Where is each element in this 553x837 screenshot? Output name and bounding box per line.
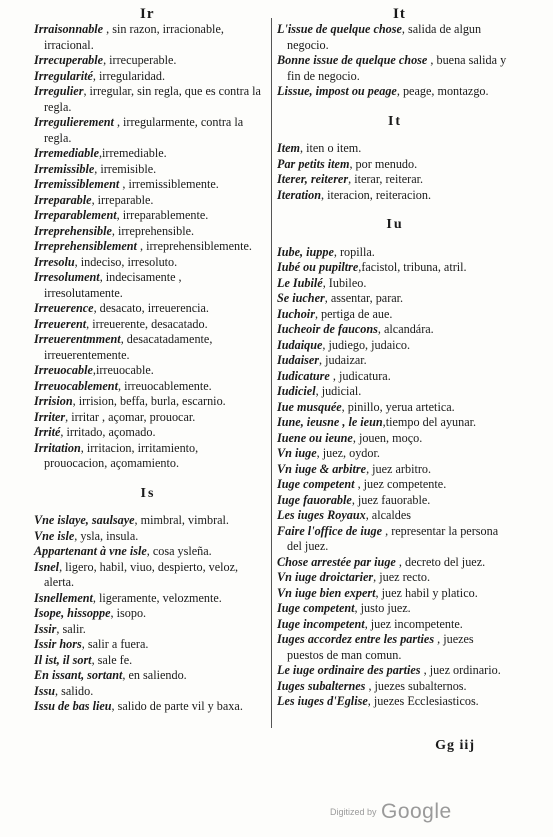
entry-headword: Il ist, il sort <box>34 652 92 667</box>
dictionary-entry <box>34 637 262 653</box>
entry-translation: juezes subalternos. <box>374 678 467 693</box>
entry-translation: representar la persona del juez. <box>287 523 499 553</box>
entry-translation: irregularidad. <box>99 68 165 83</box>
entry-translation: jouen, moço. <box>358 430 423 445</box>
entry-translation: alcaldes <box>371 508 412 522</box>
entry-translation: Iubileo. <box>328 275 367 290</box>
entry-headword: Vn iuge droictarier <box>277 570 374 584</box>
entry-translation: irremediable. <box>102 146 167 160</box>
entry-separator: , <box>365 508 372 522</box>
dictionary-entry <box>277 141 513 157</box>
entry-headword: Irrision <box>34 394 73 408</box>
entry-translation: irreuocablemente. <box>124 378 212 393</box>
digitized-watermark <box>330 800 452 824</box>
section-heading-iu: Iu <box>386 217 404 232</box>
dictionary-entry <box>277 172 513 188</box>
entry-headword: Iteration <box>277 187 322 202</box>
section-heading-it: It <box>387 113 403 129</box>
entry-separator: , <box>65 409 72 424</box>
entry-separator: , <box>382 415 386 429</box>
entry-headword: Irreuerence <box>34 301 94 315</box>
entry-separator: , <box>427 53 437 67</box>
entry-separator: , <box>382 523 392 538</box>
dictionary-entry <box>277 245 513 261</box>
entry-headword: Iube, iuppe <box>277 244 334 259</box>
entry-separator: , <box>120 332 127 346</box>
entry-separator: , <box>136 239 147 253</box>
dictionary-entry <box>34 332 262 363</box>
dictionary-entry <box>34 544 262 560</box>
entry-translation: facistol, tribuna, atril. <box>361 260 467 274</box>
entry-headword: Vn iuge bien expert <box>277 585 376 600</box>
entry-translation: judiego, judaico. <box>328 337 411 352</box>
entry-headword: Irreuerentmment <box>34 332 121 346</box>
entry-separator: , <box>146 544 153 558</box>
dictionary-entry <box>34 513 262 529</box>
entry-headword: Issir hors <box>34 637 82 651</box>
dictionary-entry <box>34 224 262 240</box>
dictionary-entry <box>34 394 262 410</box>
entry-translation: sin razon, irracionable, irracional. <box>44 22 224 52</box>
entry-translation: mimbral, vimbral. <box>140 513 229 527</box>
dictionary-entry <box>34 699 262 715</box>
entry-headword: Irreuerent <box>34 316 87 331</box>
entry-separator: , <box>396 84 403 98</box>
entry-separator: , <box>354 477 364 491</box>
entry-separator: , <box>81 637 88 651</box>
dictionary-entry <box>34 301 262 317</box>
entry-separator: , <box>59 559 66 574</box>
entry-translation: juez fauorable. <box>357 492 431 507</box>
entry-separator: , <box>86 316 93 331</box>
dictionary-entry <box>277 415 513 431</box>
entry-separator: , <box>367 694 374 708</box>
entry-translation: juez incompetente. <box>370 616 463 631</box>
entry-separator: , <box>83 84 90 98</box>
entry-translation: irreprehensiblemente. <box>146 239 252 253</box>
entry-translation: en saliendo. <box>128 668 187 682</box>
entry-translation: peage, montazgo. <box>402 84 489 98</box>
dictionary-entry <box>34 363 262 379</box>
entry-headword: Vne isle <box>34 528 75 543</box>
entry-headword: Iuge incompetent <box>277 616 365 631</box>
entry-headword: Iuges subalternes <box>277 678 366 693</box>
entry-translation: juez ordinario. <box>429 663 501 677</box>
entry-separator: , <box>401 22 409 36</box>
entry-separator: , <box>348 172 355 186</box>
dictionary-entry <box>277 322 513 338</box>
entry-separator: , <box>395 554 405 569</box>
entry-separator: , <box>316 446 323 460</box>
entry-separator: , <box>113 115 124 129</box>
entry-headword: Item <box>277 141 301 155</box>
dictionary-entry <box>277 384 513 400</box>
entry-translation: salir a fuera. <box>87 637 149 651</box>
entry-separator: , <box>56 621 63 636</box>
entry-separator: , <box>55 683 62 698</box>
entry-headword: Irrité <box>34 425 61 439</box>
entry-separator: , <box>434 632 444 646</box>
entry-separator: , <box>358 260 362 274</box>
entry-headword: Iterer, reiterer <box>277 172 349 186</box>
entry-translation: juez habil y platico. <box>381 585 478 600</box>
entry-headword: Faire l'office de iuge <box>277 523 383 538</box>
column-divider <box>271 18 272 728</box>
entry-headword: Iudiciel <box>277 384 316 398</box>
dictionary-entry <box>34 255 262 271</box>
entry-separator: , <box>119 177 129 191</box>
entry-headword: Irritation <box>34 440 81 455</box>
dictionary-entry <box>34 684 262 700</box>
dictionary-entry <box>277 369 513 385</box>
entry-translation: judaizar. <box>325 353 367 367</box>
dictionary-entry <box>277 477 513 493</box>
entry-separator: , <box>300 141 307 155</box>
dictionary-entry <box>277 632 513 663</box>
dictionary-entry <box>277 353 513 369</box>
entry-headword: Irregulierement <box>34 115 114 129</box>
entry-separator: , <box>60 425 67 439</box>
entry-headword: Vn iuge <box>277 446 317 460</box>
entry-headword: Isope, hissoppe <box>34 606 111 620</box>
entry-headword: Irreparablement <box>34 208 117 222</box>
entry-translation: salir. <box>62 621 86 636</box>
entry-headword: Irremissible <box>34 161 95 176</box>
dictionary-entry <box>277 260 513 276</box>
entry-separator: , <box>110 606 117 620</box>
entry-separator: , <box>74 254 81 269</box>
dictionary-entry <box>34 591 262 607</box>
entry-headword: Iuchoir <box>277 306 315 321</box>
right-entries <box>277 22 513 100</box>
entry-separator: , <box>321 187 328 202</box>
entry-headword: Issir <box>34 621 57 636</box>
entry-translation: tiempo del ayunar. <box>385 415 477 429</box>
dictionary-entry <box>277 694 513 710</box>
section-heading-is: Is <box>140 485 156 501</box>
entry-headword: Iue musquée <box>277 399 342 414</box>
entry-translation: judicial. <box>321 384 362 398</box>
entry-translation: buena salida y fin de negocio. <box>287 53 507 83</box>
entry-separator: , <box>116 208 123 222</box>
entry-separator: , <box>92 590 100 605</box>
dictionary-entry <box>277 462 513 478</box>
dictionary-entry <box>277 446 513 462</box>
entry-headword: Iudaiser <box>277 353 319 367</box>
entry-separator: , <box>92 68 100 83</box>
entry-headword: Irremissiblement <box>34 177 120 191</box>
dictionary-entry <box>277 157 513 173</box>
entry-headword: Irregulier <box>34 84 84 98</box>
entry-separator: , <box>111 223 118 238</box>
entry-translation: iteracion, reiteracion. <box>327 187 431 202</box>
entry-separator: , <box>354 601 361 615</box>
entry-translation: irritar , açomar, prouocar. <box>71 409 196 424</box>
entry-headword: Les iuges Royaux <box>277 508 366 522</box>
entry-translation: juez competente. <box>363 477 447 491</box>
dictionary-entry <box>277 586 513 602</box>
left-entries <box>34 22 262 472</box>
entry-headword: Iuge competent <box>277 601 355 615</box>
entry-headword: Irrecuperable <box>34 53 104 67</box>
entry-separator: , <box>314 306 322 321</box>
entry-translation: iten o item. <box>306 141 362 155</box>
dictionary-entry <box>34 69 262 85</box>
dictionary-entry <box>277 508 513 524</box>
entry-separator: , <box>322 337 329 352</box>
entry-headword: Isnellement <box>34 590 93 605</box>
google-logo: Google <box>380 800 452 823</box>
dictionary-entry <box>277 601 513 617</box>
entry-headword: Issu de bas lieu <box>34 699 112 713</box>
entry-headword: Irraisonnable <box>34 22 104 36</box>
entry-translation: juez recto. <box>379 570 430 584</box>
entry-separator: , <box>322 275 329 290</box>
entry-translation: irrision, beffa, burla, escarnio. <box>78 394 226 408</box>
dictionary-entry <box>34 317 262 333</box>
dictionary-entry <box>34 162 262 178</box>
entry-headword: Iune, ieusne , le ieun <box>277 415 383 429</box>
dictionary-entry <box>34 529 262 545</box>
running-head-left: Ir <box>140 6 155 22</box>
entry-translation: irreuerente, desacatado. <box>92 316 208 331</box>
entry-headword: Par petits item <box>277 156 350 171</box>
entry-translation: irritacion, irritamiento, prouocacion, açomamiento. <box>44 440 199 470</box>
entry-headword: Iuge competent <box>277 477 355 491</box>
entry-translation: alcandára. <box>384 322 434 336</box>
dictionary-entry <box>34 560 262 591</box>
entry-separator: , <box>111 699 118 713</box>
entry-separator: , <box>74 528 81 543</box>
dictionary-entry <box>277 291 513 307</box>
entry-separator: , <box>91 192 98 207</box>
dictionary-entry <box>34 115 262 146</box>
entry-translation: ligeramente, velozmente. <box>99 590 222 605</box>
entry-headword: Chose arrestée par iuge <box>277 554 396 569</box>
dictionary-entry <box>277 663 513 679</box>
entry-headword: Iuge fauorable <box>277 492 352 507</box>
entry-separator: , <box>72 394 79 408</box>
entry-translation: decreto del juez. <box>404 554 486 569</box>
dictionary-entry <box>34 193 262 209</box>
entry-separator: , <box>122 668 129 682</box>
entry-headword: Irresolument <box>34 270 100 284</box>
entry-translation: cosa ysleña. <box>152 544 212 558</box>
entry-headword: Appartenant à vne isle <box>34 544 147 558</box>
left-entries-2 <box>34 513 262 715</box>
running-head-right: It <box>393 6 406 22</box>
entry-headword: Irreparable <box>34 192 92 207</box>
entry-headword: Irremediable <box>34 146 99 160</box>
entry-translation: irreprehensible. <box>117 223 195 238</box>
entry-headword: Iuges accordez entre les parties <box>277 632 435 646</box>
entry-translation: irrecuperable. <box>109 53 177 67</box>
right-entries-3 <box>277 245 513 710</box>
entry-separator: , <box>341 399 348 414</box>
entry-separator: , <box>80 440 87 455</box>
entry-translation: juezes puestos de man comun. <box>287 632 474 662</box>
right-column <box>277 22 513 710</box>
entry-separator: , <box>364 616 371 631</box>
entry-separator: , <box>375 585 382 600</box>
entry-separator: , <box>103 53 110 67</box>
dictionary-entry <box>277 524 513 555</box>
entry-separator: , <box>333 244 340 259</box>
entry-translation: por menudo. <box>355 156 418 171</box>
entry-headword: Le Iubilé <box>277 275 323 290</box>
entry-separator: , <box>117 378 125 393</box>
entry-translation: iterar, reiterar. <box>354 172 424 186</box>
signature-mark: Gg iij <box>435 738 475 753</box>
entry-headword: Irreuocable <box>34 363 93 377</box>
dictionary-entry <box>34 441 262 472</box>
entry-headword: Se iucher <box>277 291 325 305</box>
dictionary-entry <box>277 276 513 292</box>
entry-translation: justo juez. <box>360 601 411 615</box>
entry-translation: irregular, sin regla, que es contra la regla. <box>44 84 261 114</box>
dictionary-entry <box>34 177 262 193</box>
dictionary-entry <box>34 22 262 53</box>
entry-headword: Irreprehensible <box>34 223 112 238</box>
entry-translation: salida de algun negocio. <box>287 22 482 52</box>
entry-headword: Les iuges d'Eglise <box>277 694 368 708</box>
dictionary-entry <box>34 653 262 669</box>
entry-translation: irritado, açomado. <box>66 425 156 439</box>
entry-separator: , <box>329 368 339 383</box>
entry-headword: Irresolu <box>34 254 75 269</box>
entry-translation: ropilla. <box>339 244 375 259</box>
dictionary-entry <box>34 379 262 395</box>
entry-translation: pertiga de aue. <box>321 306 393 321</box>
dictionary-entry <box>277 679 513 695</box>
entry-separator: , <box>420 663 430 677</box>
dictionary-entry <box>277 555 513 571</box>
entry-translation: desacato, irreuerencia. <box>99 301 209 315</box>
entry-separator: , <box>366 461 373 476</box>
entry-separator: , <box>134 513 141 527</box>
entry-headword: Irreprehensiblement <box>34 239 137 253</box>
dictionary-entry <box>277 53 513 84</box>
entry-translation: ligero, habil, viuo, despierto, veloz, alerta. <box>44 559 239 589</box>
entry-translation: irreuocable. <box>95 363 154 377</box>
dictionary-entry <box>277 400 513 416</box>
entry-separator: , <box>324 291 331 305</box>
entry-headword: Iubé ou pupiltre <box>277 260 359 274</box>
entry-headword: Bonne issue de quelque chose <box>277 53 428 67</box>
dictionary-entry <box>277 188 513 204</box>
entry-headword: Irriter <box>34 409 66 424</box>
right-entries-2 <box>277 141 513 203</box>
entry-translation: irremisible. <box>100 161 157 176</box>
entry-translation: pinillo, yerua artetica. <box>347 399 455 414</box>
entry-translation: sale fe. <box>97 652 133 667</box>
digitized-label: Digitized by <box>330 807 377 817</box>
dictionary-entry <box>34 146 262 162</box>
dictionary-entry <box>277 307 513 323</box>
entry-headword: Le iuge ordinaire des parties <box>277 663 421 677</box>
entry-separator: , <box>373 570 380 584</box>
entry-translation: isopo. <box>116 606 147 620</box>
entry-headword: Lissue, impost ou peage <box>277 84 397 98</box>
entry-separator: , <box>365 678 375 693</box>
entry-separator: , <box>103 22 113 36</box>
entry-translation: irreparable. <box>97 192 154 207</box>
entry-translation: desacatadamente, irreuerentemente. <box>44 332 213 362</box>
dictionary-entry <box>277 431 513 447</box>
entry-translation: indeciso, irresoluto. <box>80 254 178 269</box>
dictionary-entry <box>277 84 513 100</box>
dictionary-entry <box>34 53 262 69</box>
entry-headword: Isnel <box>34 559 60 574</box>
dictionary-entry <box>34 668 262 684</box>
entry-separator: , <box>93 301 100 315</box>
dictionary-entry <box>34 208 262 224</box>
entry-separator: , <box>315 384 322 398</box>
dictionary-entry <box>277 493 513 509</box>
dictionary-entry <box>277 570 513 586</box>
entry-separator: , <box>319 353 326 367</box>
entry-separator: , <box>377 322 384 336</box>
entry-headword: Iucheoir de faucons <box>277 322 378 336</box>
entry-translation: indecisamente , irresolutamente. <box>44 270 182 300</box>
dictionary-entry <box>34 425 262 441</box>
entry-separator: , <box>99 270 106 284</box>
left-column <box>34 22 262 715</box>
entry-headword: Iuene ou ieune <box>277 430 353 445</box>
dictionary-entry <box>34 84 262 115</box>
entry-separator: , <box>92 363 96 377</box>
entry-translation: juezes Ecclesiasticos. <box>373 694 479 708</box>
dictionary-entry <box>34 410 262 426</box>
dictionary-entry <box>34 270 262 301</box>
entry-separator: , <box>99 146 103 160</box>
entry-translation: judicatura. <box>338 368 391 383</box>
dictionary-entry <box>34 239 262 255</box>
entry-headword: Irregularité <box>34 68 93 83</box>
entry-headword: Iudaique <box>277 337 323 352</box>
dictionary-entry <box>277 338 513 354</box>
entry-translation: irreparablemente. <box>122 208 209 222</box>
entry-separator: , <box>351 492 358 507</box>
dictionary-entry <box>277 22 513 53</box>
entry-translation: salido de parte vil y baxa. <box>117 699 243 713</box>
entry-separator: , <box>94 161 101 176</box>
entry-translation: irremissiblemente. <box>128 177 219 191</box>
entry-separator: , <box>349 156 356 171</box>
entry-headword: Issu <box>34 683 56 698</box>
entry-headword: Vn iuge & arbitre <box>277 461 367 476</box>
entry-headword: En issant, sortant <box>34 668 123 682</box>
entry-translation: juez arbitro. <box>372 461 432 476</box>
entry-translation: irregularmente, contra la regla. <box>44 115 244 145</box>
entry-headword: Irreuocablement <box>34 378 118 393</box>
dictionary-entry <box>34 622 262 638</box>
dictionary-entry <box>277 617 513 633</box>
entry-separator: , <box>91 652 98 667</box>
entry-translation: juez, oydor. <box>322 446 380 460</box>
dictionary-entry <box>34 606 262 622</box>
entry-headword: L'issue de quelque chose <box>277 22 402 36</box>
entry-headword: Iudicature <box>277 368 330 383</box>
entry-translation: salido. <box>61 683 94 698</box>
entry-translation: assentar, parar. <box>330 291 404 305</box>
entry-headword: Vne islaye, saulsaye <box>34 513 135 527</box>
entry-translation: ysla, insula. <box>80 528 139 543</box>
entry-separator: , <box>352 430 359 445</box>
